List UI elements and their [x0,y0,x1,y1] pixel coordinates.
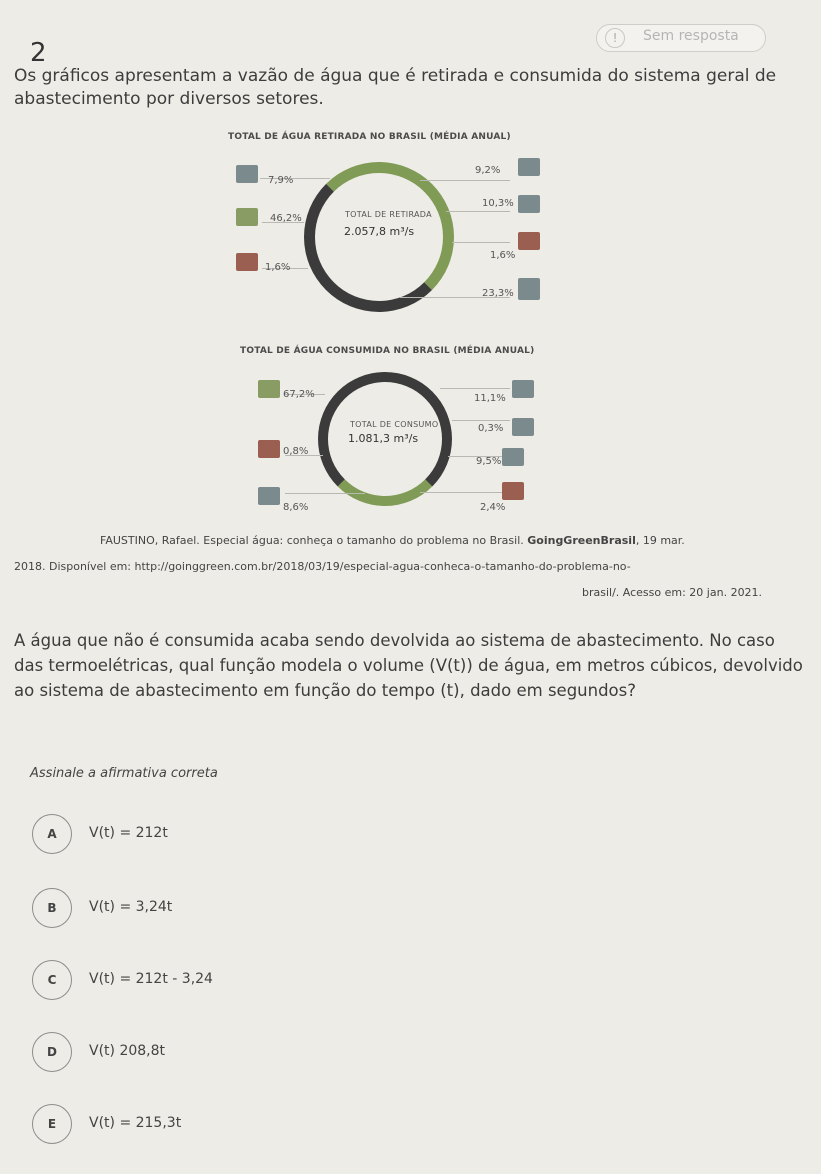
option-d[interactable] [32,1032,632,1074]
chart2-sector-icon [502,482,524,500]
reference-line-3: brasil/. Acesso em: 20 jan. 2021. [582,586,763,599]
chart1-slice-label: 10,3% [482,198,514,209]
chart2-slice-label: 67,2% [283,389,315,400]
chart1-sector-icon [518,195,540,213]
chart1-slice-label: 1,6% [265,262,291,273]
chart2-slice-label: 0,8% [283,446,309,457]
chart2-leader-line [420,492,510,493]
chart2-leader-line [285,493,365,494]
chart1-sector-icon [518,232,540,250]
chart1-slice-label: 23,3% [482,288,514,299]
chart2-slice-label: 8,6% [283,502,309,513]
option-letter[interactable]: D [32,1032,72,1072]
chart1-sector-icon [236,208,258,226]
chart1-leader-line [446,211,510,212]
chart1-center-value: 2.057,8 m³/s [344,225,415,238]
chart2-sector-icon [512,418,534,436]
chart1-center-label: TOTAL DE RETIRADA [345,210,432,219]
question-statement: Os gráficos apresentam a vazão de água que é retirada e consumida do sistema geral de abastecimento por diversos setores. [14,66,777,109]
chart2-slice-label: 0,3% [478,423,504,434]
status-badge [596,24,766,52]
chart1-slice-label: 9,2% [475,165,501,176]
chart2-sector-icon [512,380,534,398]
chart1-sector-icon [236,253,258,271]
question-text: A água que não é consumida acaba sendo devolvida ao sistema de abastecimento. No caso das termoelétricas, qual função modela o volume (V(t)) de água, em metros cúbicos, devolvido ao sistema de abastecimento em função do tempo (t), dado em segundos? [14,631,803,700]
option-b[interactable] [32,888,632,930]
chart1-sector-icon [236,165,258,183]
reference-line-1: FAUSTINO, Rafael. Especial água: conheça o tamanho do problema no Brasil. GoingGreenBrasil, 19 mar. [100,534,685,547]
reference-line-2: 2018. Disponível em: http://goinggreen.com.br/2018/03/19/especial-agua-conheca-o-tamanho-do-problema-no- [14,560,631,573]
chart2-leader-line [440,388,510,389]
instruction: Assinale a afirmativa correta [30,766,218,781]
chart2-slice-label: 2,4% [480,502,506,513]
chart1-slice-label: 46,2% [270,213,302,224]
chart2-title: TOTAL DE ÁGUA CONSUMIDA NO BRASIL (MÉDIA ANUAL) [240,346,535,356]
chart2-sector-icon [258,440,280,458]
option-text: V(t) 208,8t [89,1043,166,1059]
chart1-sector-icon [518,158,540,176]
chart1-sector-icon [518,278,540,300]
chart2-center-value: 1.081,3 m³/s [348,432,419,445]
option-c[interactable] [32,960,632,1002]
option-letter[interactable]: E [32,1104,72,1144]
status-label: Sem resposta [643,28,739,44]
option-text: V(t) = 212t [89,825,168,841]
chart1-leader-line [452,242,510,243]
chart1-slice-label: 7,9% [268,175,294,186]
chart2-sector-icon [258,380,280,398]
option-letter[interactable]: B [32,888,72,928]
option-text: V(t) = 212t - 3,24 [89,971,213,987]
chart1-slice-label: 1,6% [490,250,516,261]
chart2-slice-label: 9,5% [476,456,502,467]
option-letter[interactable]: A [32,814,72,854]
chart2-slice-label: 11,1% [474,393,506,404]
chart2-leader-line [452,420,510,421]
question-number: 2 [30,38,47,68]
chart1-title: TOTAL DE ÁGUA RETIRADA NO BRASIL (MÉDIA ANUAL) [228,132,511,142]
option-e[interactable] [32,1104,632,1146]
option-text: V(t) = 215,3t [89,1115,182,1131]
chart2-sector-icon [258,487,280,505]
info-icon: ! [605,28,625,48]
option-text: V(t) = 3,24t [89,899,173,915]
chart1-leader-line [420,180,510,181]
option-letter[interactable]: C [32,960,72,1000]
chart2-sector-icon [502,448,524,466]
option-a[interactable] [32,814,632,856]
chart2-center-label: TOTAL DE CONSUMO [350,420,439,429]
